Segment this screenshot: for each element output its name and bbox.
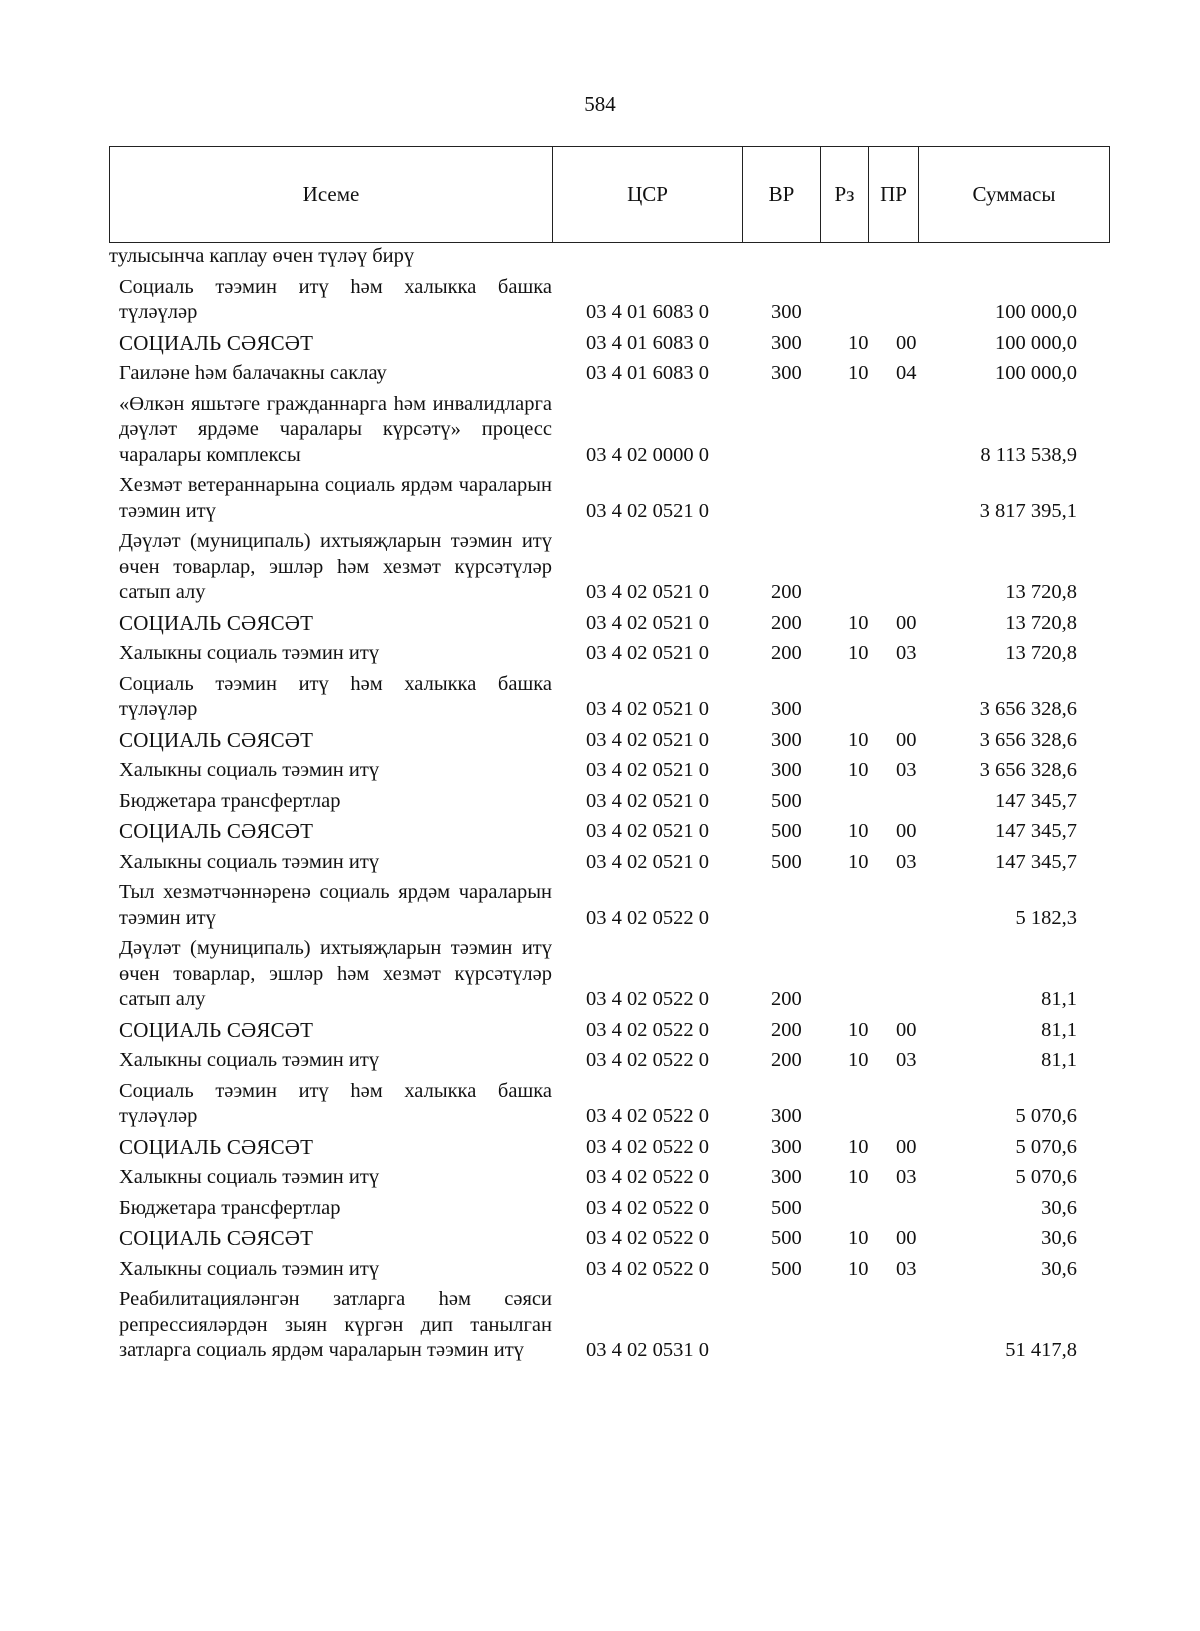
row-sum: 13 720,8 — [1005, 642, 1077, 664]
table-row — [109, 1016, 1109, 1047]
row-pr: 03 — [896, 1166, 917, 1188]
row-rz: 10 — [848, 728, 869, 751]
row-vr: 200 — [771, 642, 802, 664]
row-name: Дәүләт (муниципаль) ихтыяҗларын тәэмин итү өчен товарлар, эшләр һәм хезмәт күрсәтүләр сатып алу — [119, 530, 552, 603]
row-name: Тыл хезмәтчәннәренә социаль ярдәм чараларын тәэмин итү — [119, 881, 552, 929]
row-pr: 00 — [896, 1135, 917, 1158]
table-row — [109, 934, 1109, 1016]
row-rz: 10 — [848, 820, 869, 842]
row-name: СОЦИАЛЬ СӘЯСӘТ — [119, 819, 314, 843]
row-name: Социаль тәэмин итү һәм халыкка башка түләүләр — [119, 672, 552, 720]
row-name: Дәүләт (муниципаль) ихтыяҗларын тәэмин итү өчен товарлар, эшләр һәм хезмәт күрсәтүләр сатып алу — [119, 937, 552, 1010]
row-vr: 300 — [771, 728, 802, 751]
row-rz: 10 — [848, 611, 869, 634]
row-csr: 03 4 02 0531 0 — [586, 1339, 709, 1361]
row-name: Гаиләне һәм балачакны саклау — [119, 362, 387, 384]
row-csr: 03 4 02 0522 0 — [586, 988, 709, 1010]
row-csr: 03 4 02 0521 0 — [586, 850, 709, 873]
table-row — [109, 390, 1109, 472]
row-vr: 300 — [771, 759, 802, 781]
row-name: Халыкны социаль тәэмин итү — [119, 1049, 380, 1071]
row-vr: 300 — [771, 1135, 802, 1158]
column-header-sum: Суммасы — [919, 147, 1110, 243]
table-row — [109, 1224, 1109, 1255]
row-pr: 03 — [896, 642, 917, 664]
row-rz: 10 — [848, 331, 869, 354]
row-csr: 03 4 02 0522 0 — [586, 1196, 709, 1219]
row-sum: 13 720,8 — [1005, 581, 1077, 603]
row-rz: 10 — [848, 362, 869, 384]
row-name: Бюджетара трансфертлар — [119, 1196, 341, 1219]
row-vr: 500 — [771, 1257, 802, 1280]
row-csr: 03 4 02 0521 0 — [586, 499, 709, 522]
row-pr: 00 — [896, 728, 917, 751]
table-row — [109, 1046, 1109, 1077]
table-row — [109, 329, 1109, 360]
table-row — [109, 527, 1109, 609]
row-pr: 00 — [896, 1018, 917, 1041]
row-vr: 200 — [771, 581, 802, 603]
table-row — [109, 670, 1109, 726]
row-name: «Өлкән яшьтәге гражданнарга һәм инвалидларга дәүләт ярдәме чаралары күрсәтү» процесс чаралары комплексы — [119, 392, 552, 466]
table-header — [109, 146, 1110, 243]
row-csr: 03 4 02 0521 0 — [586, 611, 709, 634]
table-row — [109, 756, 1109, 787]
row-rz: 10 — [848, 1257, 869, 1280]
row-sum: 5 070,6 — [1015, 1135, 1077, 1158]
row-pr: 03 — [896, 1049, 917, 1071]
row-sum: 100 000,0 — [995, 362, 1077, 384]
table-row — [109, 471, 1109, 527]
table-row — [109, 726, 1109, 757]
row-csr: 03 4 02 0521 0 — [586, 698, 709, 720]
row-name: тулысынча каплау өчен түләү бирү — [109, 245, 415, 267]
row-name: Реабилитацияләнгән затларга һәм сәяси репрессияләрдән зыян күргән дип танылган затларга социаль ярдәм чараларын тәэмин итү — [119, 1288, 552, 1361]
row-name: СОЦИАЛЬ СӘЯСӘТ — [119, 1226, 314, 1250]
column-header-csr: ЦСР — [553, 147, 743, 243]
row-sum: 51 417,8 — [1005, 1339, 1077, 1361]
row-pr: 04 — [896, 362, 917, 384]
row-sum: 3 656 328,6 — [979, 759, 1077, 781]
row-rz: 10 — [848, 1049, 869, 1071]
row-sum: 81,1 — [1041, 1018, 1077, 1041]
row-rz: 10 — [848, 1135, 869, 1158]
row-name: СОЦИАЛЬ СӘЯСӘТ — [119, 1134, 314, 1159]
row-rz: 10 — [848, 1018, 869, 1041]
row-sum: 5 070,6 — [1015, 1166, 1077, 1188]
row-sum: 30,6 — [1041, 1196, 1077, 1219]
row-pr: 00 — [896, 331, 917, 354]
row-csr: 03 4 01 6083 0 — [586, 331, 709, 354]
row-rz: 10 — [848, 1227, 869, 1249]
table-row — [109, 1163, 1109, 1194]
row-vr: 500 — [771, 1196, 802, 1219]
row-vr: 300 — [771, 301, 802, 323]
row-csr: 03 4 02 0521 0 — [586, 759, 709, 781]
row-name: СОЦИАЛЬ СӘЯСӘТ — [119, 610, 314, 635]
row-pr: 00 — [896, 611, 917, 634]
row-sum: 5 070,6 — [1015, 1105, 1077, 1127]
row-name: СОЦИАЛЬ СӘЯСӘТ — [119, 330, 314, 355]
row-csr: 03 4 02 0521 0 — [586, 820, 709, 842]
row-csr: 03 4 02 0521 0 — [586, 581, 709, 603]
row-sum: 3 656 328,6 — [979, 728, 1077, 751]
row-vr: 200 — [771, 1018, 802, 1041]
row-name: СОЦИАЛЬ СӘЯСӘТ — [119, 727, 314, 752]
row-name: Халыкны социаль тәэмин итү — [119, 1166, 380, 1188]
row-vr: 200 — [771, 611, 802, 634]
row-sum: 81,1 — [1041, 1049, 1077, 1071]
table-row — [109, 244, 1109, 273]
row-vr: 500 — [771, 789, 802, 812]
row-csr: 03 4 02 0522 0 — [586, 1049, 709, 1071]
row-sum: 147 345,7 — [995, 789, 1077, 812]
row-name: Бюджетара трансфертлар — [119, 789, 341, 812]
table-row — [109, 1077, 1109, 1133]
row-csr: 03 4 01 6083 0 — [586, 301, 709, 323]
table-row — [109, 1255, 1109, 1286]
table-row — [109, 639, 1109, 670]
row-rz: 10 — [848, 850, 869, 873]
row-csr: 03 4 02 0000 0 — [586, 443, 709, 466]
row-vr: 200 — [771, 1049, 802, 1071]
row-sum: 81,1 — [1041, 988, 1077, 1010]
row-csr: 03 4 02 0522 0 — [586, 1257, 709, 1280]
row-name: Социаль тәэмин итү һәм халыкка башка түләүләр — [119, 275, 552, 323]
row-csr: 03 4 01 6083 0 — [586, 362, 709, 384]
row-csr: 03 4 02 0521 0 — [586, 642, 709, 664]
row-csr: 03 4 02 0522 0 — [586, 1166, 709, 1188]
table-row — [109, 1285, 1109, 1367]
row-name: Социаль тәэмин итү һәм халыкка башка түләүләр — [119, 1079, 552, 1127]
row-vr: 300 — [771, 362, 802, 384]
row-vr: 200 — [771, 988, 802, 1010]
row-sum: 147 345,7 — [995, 820, 1077, 842]
row-pr: 03 — [896, 1257, 917, 1280]
row-sum: 100 000,0 — [995, 331, 1077, 354]
row-sum: 100 000,0 — [995, 301, 1077, 323]
row-sum: 30,6 — [1041, 1257, 1077, 1280]
row-sum: 5 182,3 — [1015, 906, 1077, 929]
row-vr: 500 — [771, 850, 802, 873]
row-sum: 3 817 395,1 — [979, 499, 1077, 522]
row-vr: 500 — [771, 1227, 802, 1249]
row-sum: 8 113 538,9 — [980, 443, 1077, 466]
row-name: СОЦИАЛЬ СӘЯСӘТ — [119, 1017, 314, 1042]
row-pr: 00 — [896, 820, 917, 842]
table-row — [109, 609, 1109, 640]
table-row — [109, 848, 1109, 879]
row-csr: 03 4 02 0521 0 — [586, 789, 709, 812]
row-sum: 30,6 — [1041, 1227, 1077, 1249]
row-vr: 300 — [771, 1166, 802, 1188]
row-name: Хезмәт ветераннарына социаль ярдәм чараларын тәэмин итү — [119, 474, 552, 522]
row-vr: 300 — [771, 331, 802, 354]
row-csr: 03 4 02 0522 0 — [586, 906, 709, 929]
page-number: 584 — [584, 92, 616, 116]
row-name: Халыкны социаль тәэмин итү — [119, 759, 380, 781]
row-sum: 147 345,7 — [995, 850, 1077, 873]
row-csr: 03 4 02 0521 0 — [586, 728, 709, 751]
row-name: Халыкны социаль тәэмин итү — [119, 642, 380, 664]
row-vr: 500 — [771, 820, 802, 842]
row-name: Халыкны социаль тәэмин итү — [119, 850, 380, 873]
column-header-rz: Рз — [821, 147, 869, 243]
row-vr: 300 — [771, 1105, 802, 1127]
row-pr: 03 — [896, 850, 917, 873]
row-pr: 00 — [896, 1227, 917, 1249]
table-row — [109, 1133, 1109, 1164]
row-pr: 03 — [896, 759, 917, 781]
table-row — [109, 878, 1109, 934]
column-header-vr: ВР — [743, 147, 821, 243]
row-csr: 03 4 02 0522 0 — [586, 1135, 709, 1158]
column-header-name: Исеме — [110, 147, 553, 243]
row-sum: 3 656 328,6 — [979, 698, 1077, 720]
table-row — [109, 787, 1109, 818]
row-name: Халыкны социаль тәэмин итү — [119, 1257, 380, 1280]
row-rz: 10 — [848, 1166, 869, 1188]
table-row — [109, 817, 1109, 848]
row-csr: 03 4 02 0522 0 — [586, 1227, 709, 1249]
row-rz: 10 — [848, 642, 869, 664]
row-rz: 10 — [848, 759, 869, 781]
row-vr: 300 — [771, 698, 802, 720]
table-row — [109, 359, 1109, 390]
table-row — [109, 1194, 1109, 1225]
row-csr: 03 4 02 0522 0 — [586, 1018, 709, 1041]
column-header-pr: ПР — [869, 147, 919, 243]
row-csr: 03 4 02 0522 0 — [586, 1105, 709, 1127]
table-body — [109, 244, 1109, 1367]
table-row — [109, 273, 1109, 329]
row-sum: 13 720,8 — [1005, 611, 1077, 634]
